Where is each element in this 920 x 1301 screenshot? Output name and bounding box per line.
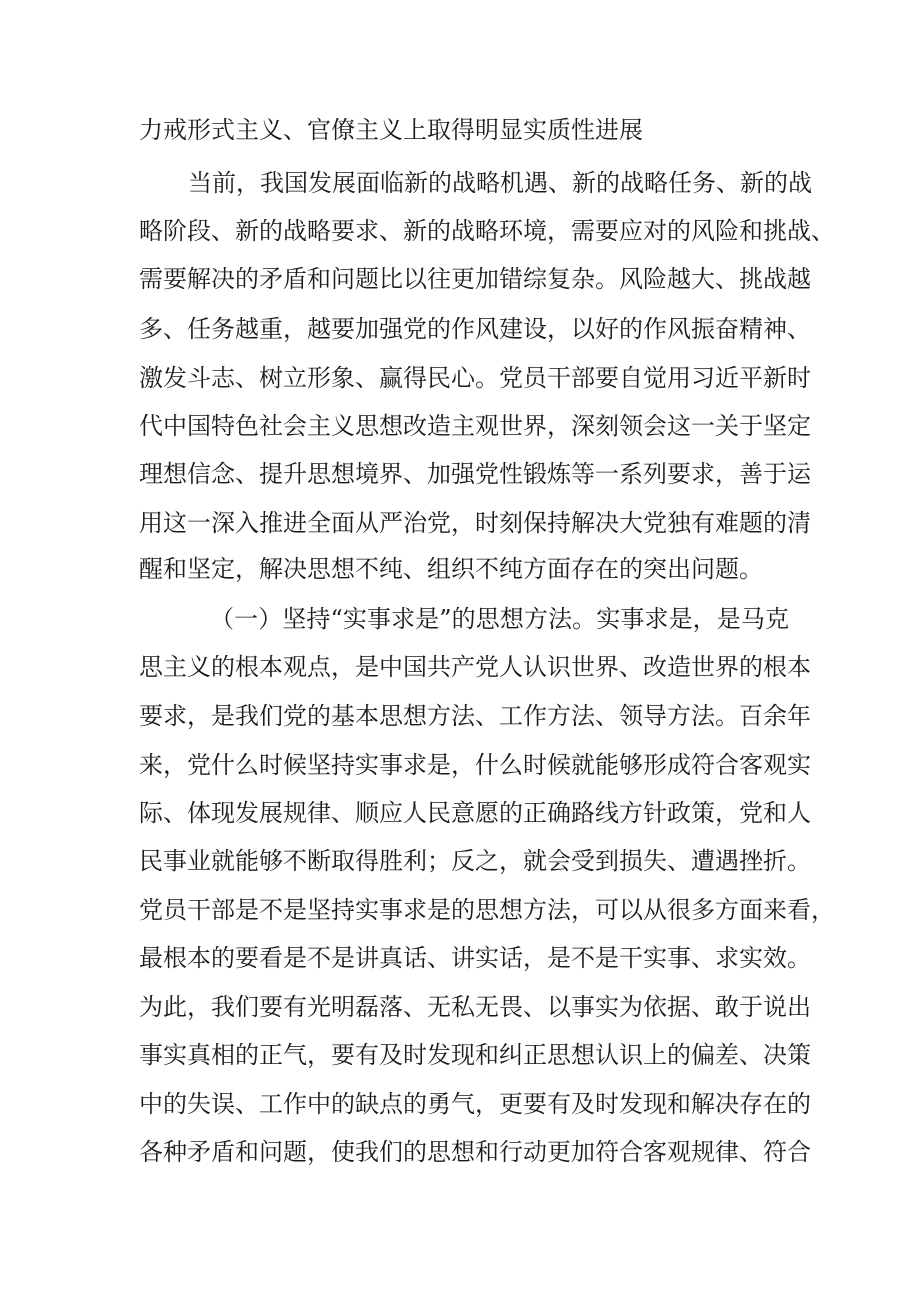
text-line: 际、体现发展规律、顺应人民意愿的正确路线方针政策，党和人 [139, 799, 811, 827]
text-line: 最根本的要看是不是讲真话、讲实话，是不是干实事、求实效。 [139, 944, 811, 972]
text-line: 醒和坚定，解决思想不纯、组织不纯方面存在的突出问题。 [139, 555, 763, 583]
text-line: 各种矛盾和问题，使我们的思想和行动更加符合客观规律、符合 [139, 1138, 811, 1166]
text-line: 要求，是我们党的基本思想方法、工作方法、领导方法。百余年 [139, 702, 811, 730]
text-line: 代中国特色社会主义思想改造主观世界，深刻领会这一关于坚定 [139, 412, 811, 440]
text-line: 理想信念、提升思想境界、加强党性锻炼等一系列要求，善于运 [139, 460, 811, 488]
text-line: 略阶段、新的战略要求、新的战略环境，需要应对的风险和挑战、 [139, 217, 835, 245]
text-line: 党员干部是不是坚持实事求是的思想方法，可以从很多方面来看， [139, 896, 835, 924]
text-line: 来，党什么时候坚持实事求是，什么时候就能够形成符合客观实 [139, 751, 811, 779]
text-line: 思主义的根本观点，是中国共产党人认识世界、改造世界的根本 [139, 653, 811, 681]
text-line: （一）坚持“实事求是”的思想方法。实事求是，是马克 [210, 605, 789, 633]
text-line: 事实真相的正气，要有及时发现和纠正思想认识上的偏差、决策 [139, 1041, 811, 1069]
text-line: 用这一深入推进全面从严治党，时刻保持解决大党独有难题的清 [139, 509, 811, 537]
text-line: 民事业就能够不断取得胜利；反之，就会受到损失、遭遇挫折。 [139, 847, 811, 875]
text-line: 当前，我国发展面临新的战略机遇、新的战略任务、新的战 [188, 169, 812, 197]
text-line: 激发斗志、树立形象、赢得民心。党员干部要自觉用习近平新时 [139, 364, 811, 392]
text-line: 需要解决的矛盾和问题比以往更加错综复杂。风险越大、挑战越 [139, 265, 811, 293]
text-line: 中的失误、工作中的缺点的勇气，更要有及时发现和解决存在的 [139, 1090, 811, 1118]
text-line: 多、任务越重，越要加强党的作风建设，以好的作风振奋精神、 [139, 315, 811, 343]
text-line: 为此，我们要有光明磊落、无私无畏、以事实为依据、敢于说出 [139, 993, 811, 1021]
text-line: 力戒形式主义、官僚主义上取得明显实质性进展 [139, 116, 643, 144]
